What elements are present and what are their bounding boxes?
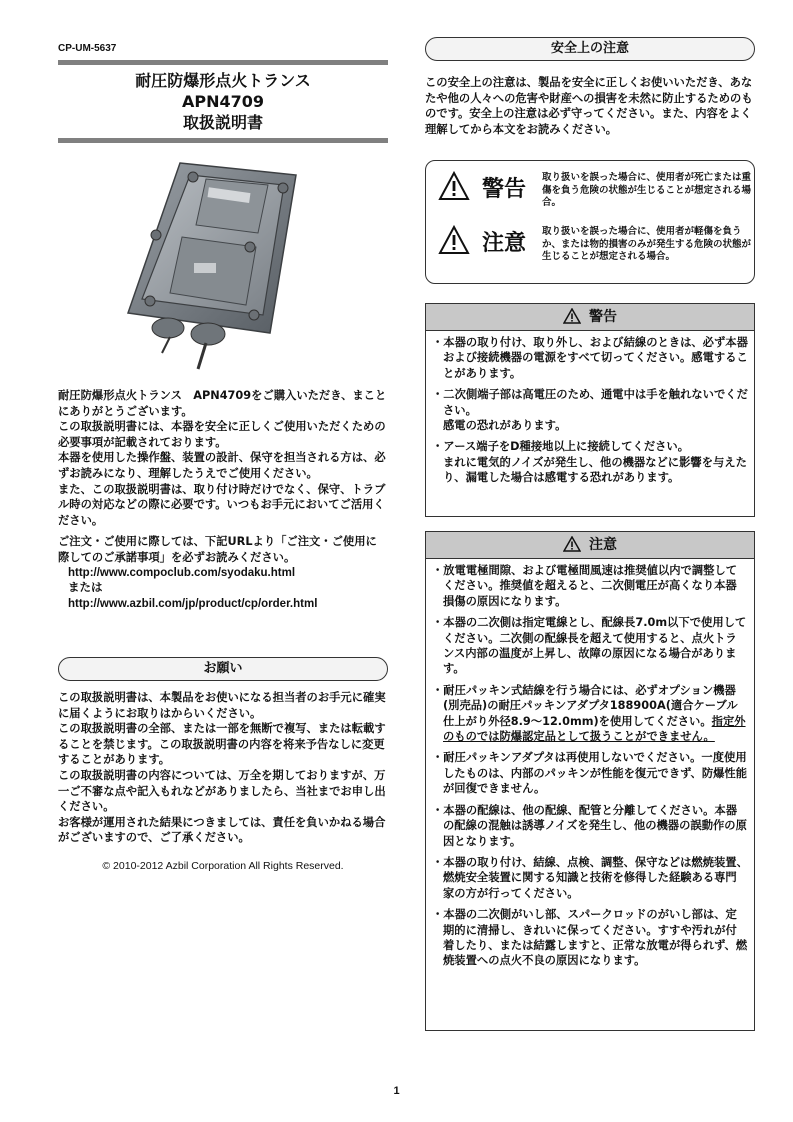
intro-paragraph: ご注文・ご使用に際しては、下記URLより「ご注文・ご使用に際してのご承諾事項」を必ずお読みください。 xyxy=(58,535,377,564)
request-text xyxy=(58,690,388,846)
caution-item: ・本器の二次側は指定電線とし、配線長7.0m以下で使用してください。二次側の配線長を超えて使用すると、点火トランス内部の温度が上昇し、故障の原因になる場合があります。 xyxy=(432,616,747,676)
safety-intro: この安全上の注意は、製品を安全に正しくお使いいただき、あなたや他の人々への危害や財産への損害を未然に防止するためのものです。安全上の注意は必ず守ってください。また、内容をよく理解してから本文をお読みください。 xyxy=(425,76,753,136)
warning-section xyxy=(425,303,755,517)
legend-caution-row xyxy=(434,221,750,273)
caution-section-title: 注意 xyxy=(589,537,617,553)
document-title xyxy=(58,70,388,133)
url-link-2[interactable]: http://www.azbil.com/jp/product/cp/order.html xyxy=(68,597,318,610)
caution-item: ・本器の二次側がいし部、スパークロッドのがいし部は、定期的に清掃し、きれいに保ってください。すすや汚れが付着したり、または結露しますと、正常な放電が得られず、燃焼装置への点火不良の原因になります。 xyxy=(432,908,748,968)
legend-warning-row xyxy=(434,167,750,219)
caution-triangle-icon xyxy=(438,225,470,255)
caution-item: ・耐圧パッキンアダプタは再使用しないでください。一度使用したものは、内部のパッキンが性能を復元できず、防爆性能が回復できません。 xyxy=(432,751,748,796)
legend-warning-label: 警告 xyxy=(482,177,527,202)
page-number: 1 xyxy=(393,1085,400,1097)
request-paragraph: この取扱説明書の全部、または一部を無断で複写、または転載することを禁じます。この取扱説明書の内容を将来予告なしに変更することがあります。 xyxy=(58,722,386,767)
warning-item: ・二次側端子部は高電圧のため、通電中は手を触れないでください。 xyxy=(432,388,748,417)
title-line-2: APN4709 xyxy=(181,92,265,111)
product-image xyxy=(58,155,388,377)
copyright-notice: © 2010-2012 Azbil Corporation All Rights Reserved. xyxy=(102,860,344,872)
caution-item: ・本器の配線は、他の配線、配管と分離してください。本器の配線の混触は誘導ノイズを発生し、他の機器の誤動作の原因となります。 xyxy=(432,803,747,848)
safety-heading: 安全上の注意 xyxy=(425,37,755,61)
warning-triangle-icon xyxy=(438,171,470,201)
caution-item: ・本器の取り付け、結線、点検、調整、保守などは燃焼装置、燃焼安全装置に関する知識と技術を修得した経験ある専門家の方が行ってください。 xyxy=(432,855,748,900)
warning-item: ・本器の取り付け、取り外し、および結線のときは、必ず本器および接続機器の電源をすべて切ってください。感電することがあります。 xyxy=(432,336,748,380)
request-paragraph: この取扱説明書の内容については、万全を期しておりますが、万一ご不審な点や記入もれなどがありましたら、当社までお申し出ください。 xyxy=(58,768,386,814)
url-link-1[interactable]: http://www.compoclub.com/syodaku.html xyxy=(68,566,296,579)
intro-text xyxy=(58,388,388,612)
warning-item-note: 感電の恐れがあります。 xyxy=(443,419,567,433)
legend-warning-desc: 取り扱いを誤った場合に、使用者が死亡または重傷を負う危険の状態が生じることが想定される場合。 xyxy=(542,172,752,208)
title-rule-top xyxy=(58,60,388,65)
caution-item xyxy=(432,683,748,745)
caution-section-header xyxy=(426,532,754,559)
legend-caution-label: 注意 xyxy=(482,231,527,256)
or-text: または xyxy=(68,582,103,595)
intro-paragraph: この取扱説明書には、本器を安全に正しくご使用いただくための必要事項が記載されております。 xyxy=(58,420,386,449)
caution-item: ・放電電極間隙、および電極間風速は推奨値以内で調整してください。推奨値を超えると、二次側電圧が高くなり本器損傷の原因になります。 xyxy=(432,564,738,608)
request-paragraph: お客様が運用された結果につきましては、責任を負いかねる場合がございますので、ご了承ください。 xyxy=(58,815,386,845)
request-heading: お願い xyxy=(58,657,388,681)
caution-item-underlined: 指定外のものでは防爆認定品として扱うことができません。 xyxy=(443,714,746,744)
warning-item-note: まれに電気的ノイズが発生し、他の機器などに影響を与えたり、漏電した場合は感電する恐れがあります。 xyxy=(443,455,747,485)
title-line-3: 取扱説明書 xyxy=(182,113,263,132)
warning-section-title: 警告 xyxy=(589,309,617,325)
document-code: CP-UM-5637 xyxy=(58,43,117,54)
warning-triangle-icon xyxy=(563,308,581,324)
intro-paragraph: 耐圧防爆形点火トランス APN4709をご購入いただき、まことにありがとうございます。 xyxy=(58,389,387,418)
signal-word-legend xyxy=(425,160,755,284)
caution-triangle-icon xyxy=(563,536,581,552)
caution-section xyxy=(425,531,755,1031)
intro-paragraph: 本器を使用した操作盤、装置の設計、保守を担当される方は、必ずお読みになり、理解したうえでご使用ください。 xyxy=(58,451,386,480)
request-paragraph: この取扱説明書は、本製品をお使いになる担当者のお手元に確実に届くようにお取りはからいください。 xyxy=(58,691,386,720)
title-line-1: 耐圧防爆形点火トランス xyxy=(135,71,311,90)
caution-item-text: ・耐圧パッキン式結線を行う場合には、必ずオプション機器(別売品)の耐圧パッキンアダプタ188900A(適合ケーブル仕上がり外径8.9～12.0mm)を使用してください。 xyxy=(432,683,738,728)
warning-item: ・アース端子をD種接地以上に接続してください。 xyxy=(432,440,690,454)
warning-section-header xyxy=(426,304,754,331)
intro-paragraph: また、この取扱説明書は、取り付け時だけでなく、保守、トラブル時の対応などの際に必要です。いつもお手元においてご活用ください。 xyxy=(58,482,386,527)
title-rule-bottom xyxy=(58,138,388,143)
legend-caution-desc: 取り扱いを誤った場合に、使用者が軽傷を負うか、または物的損害のみが発生する危険の状態が生じることが想定される場合。 xyxy=(542,226,752,262)
